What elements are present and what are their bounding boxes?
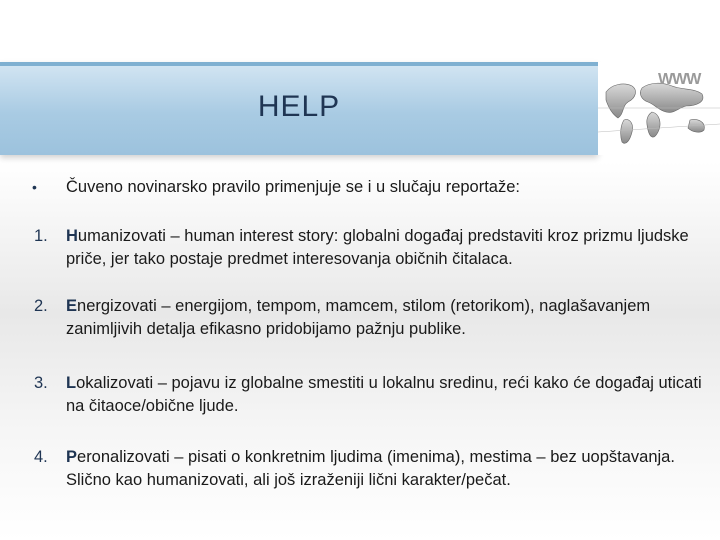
intro-list-item (32, 176, 520, 199)
list-item-text: Humanizovati – human interest story: globalni događaj predstaviti kroz prizmu ljudske priče, jer tako postaje predmet interesovanja običnih čitalaca. (66, 227, 689, 268)
globe-map-icon (598, 62, 720, 155)
list-item-4 (32, 446, 702, 492)
slide-title: HELP (257, 90, 341, 123)
svg-text:WWW: WWW (658, 71, 701, 88)
list-number: 1. (34, 227, 48, 245)
list-number: 2. (34, 297, 48, 315)
intro-text: Čuveno novinarsko pravilo primenjuje se i u slučaju reportaže: (66, 178, 520, 196)
list-number: 3. (34, 374, 48, 392)
list-item-3 (32, 372, 702, 418)
list-item-2 (32, 295, 702, 341)
list-item-text: Lokalizovati – pojavu iz globalne smestiti u lokalnu sredinu, reći kako će događaj uticati na čitaoce/obične ljude. (66, 374, 702, 415)
world-map-logo (598, 62, 720, 155)
bullet-marker: • (32, 179, 37, 195)
list-item-1 (32, 225, 702, 271)
list-item-text: Peronalizovati – pisati o konkretnim ljudima (imenima), mestima – bez uopštavanja. Slično kao humanizovati, ali još izraženiji lični karakter/pečat. (66, 448, 675, 489)
list-number: 4. (34, 448, 48, 466)
list-item-text: Energizovati – energijom, tempom, mamcem, stilom (retorikom), naglašavanjem zanimljivih detalja efikasno pridobijamo pažnju publike. (66, 297, 651, 338)
